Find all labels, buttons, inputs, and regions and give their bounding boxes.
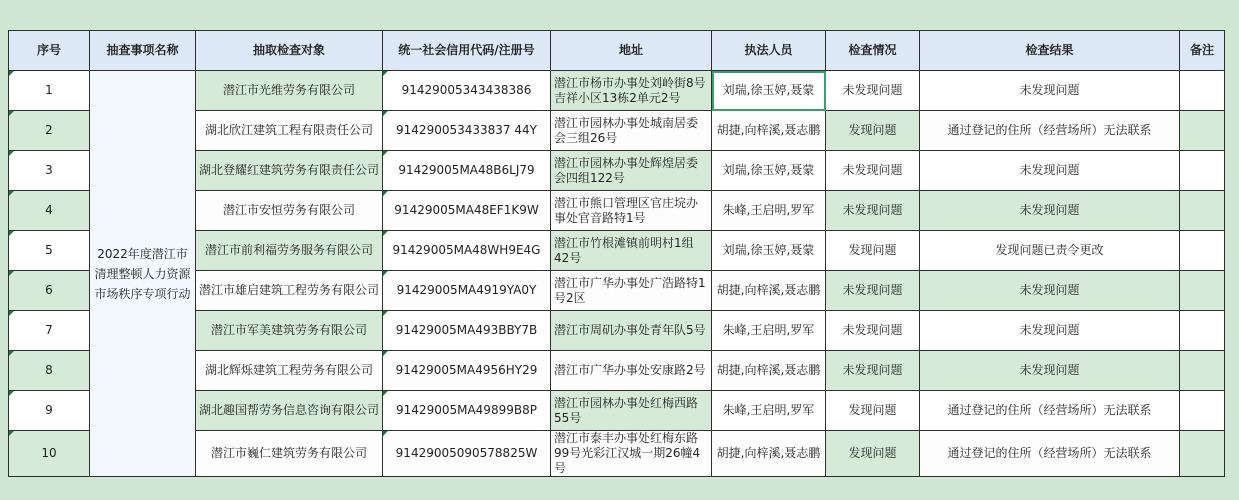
cell-target[interactable]: 湖北辉烁建筑工程劳务有限公司 <box>196 351 383 391</box>
cell-no[interactable]: 5 <box>9 231 90 271</box>
cell-no[interactable]: 1 <box>9 71 90 111</box>
cell-staff[interactable]: 胡捷,向梓溪,聂志鹏 <box>712 431 826 477</box>
cell-staff[interactable]: 胡捷,向梓溪,聂志鹏 <box>712 111 826 151</box>
cell-target[interactable]: 潜江市军美建筑劳务有限公司 <box>196 311 383 351</box>
cell-target[interactable]: 潜江市前利福劳务服务有限公司 <box>196 231 383 271</box>
cell-result[interactable]: 未发现问题 <box>920 271 1180 311</box>
header-target[interactable]: 抽取检查对象 <box>196 31 383 71</box>
cell-no[interactable]: 6 <box>9 271 90 311</box>
cell-no[interactable]: 10 <box>9 431 90 477</box>
cell-status[interactable]: 未发现问题 <box>826 271 920 311</box>
cell-target[interactable]: 潜江市雄启建筑工程劳务有限公司 <box>196 271 383 311</box>
cell-result[interactable]: 未发现问题 <box>920 311 1180 351</box>
cell-no[interactable]: 9 <box>9 391 90 431</box>
header-address[interactable]: 地址 <box>551 31 712 71</box>
header-result[interactable]: 检查结果 <box>920 31 1180 71</box>
cell-status[interactable]: 发现问题 <box>826 111 920 151</box>
cell-address[interactable]: 潜江市园林办事处城南居委会三组26号 <box>551 111 712 151</box>
cell-code[interactable]: 91429005090578825W <box>383 431 551 477</box>
header-no[interactable]: 序号 <box>9 31 90 71</box>
cell-note[interactable] <box>1180 431 1225 477</box>
cell-code[interactable]: 91429005MA49899B8P <box>383 391 551 431</box>
cell-address[interactable]: 潜江市周矶办事处青年队5号 <box>551 311 712 351</box>
cell-target[interactable]: 潜江市安恒劳务有限公司 <box>196 191 383 231</box>
inspection-table <box>8 30 1225 477</box>
cell-no[interactable]: 3 <box>9 151 90 191</box>
table-row <box>9 71 1225 111</box>
cell-note[interactable] <box>1180 191 1225 231</box>
cell-result[interactable]: 未发现问题 <box>920 191 1180 231</box>
cell-status[interactable]: 未发现问题 <box>826 191 920 231</box>
cell-result[interactable]: 发现问题已责令更改 <box>920 231 1180 271</box>
cell-status[interactable]: 未发现问题 <box>826 71 920 111</box>
cell-code[interactable]: 91429005MA4919YA0Y <box>383 271 551 311</box>
cell-note[interactable] <box>1180 151 1225 191</box>
cell-target[interactable]: 潜江市光维劳务有限公司 <box>196 71 383 111</box>
header-staff[interactable]: 执法人员 <box>712 31 826 71</box>
cell-result[interactable]: 未发现问题 <box>920 151 1180 191</box>
cell-result[interactable]: 未发现问题 <box>920 351 1180 391</box>
cell-note[interactable] <box>1180 391 1225 431</box>
cell-code[interactable]: 91429005MA493BBY7B <box>383 311 551 351</box>
cell-staff[interactable]: 胡捷,向梓溪,聂志鹏 <box>712 351 826 391</box>
cell-address[interactable]: 潜江市广华办事处安康路2号 <box>551 351 712 391</box>
cell-address[interactable]: 潜江市杨市办事处刘岭街8号吉祥小区13栋2单元2号 <box>551 71 712 111</box>
cell-target[interactable]: 湖北欣江建筑工程有限责任公司 <box>196 111 383 151</box>
cell-staff[interactable]: 朱峰,王启明,罗军 <box>712 311 826 351</box>
cell-no[interactable]: 8 <box>9 351 90 391</box>
cell-staff[interactable]: 朱峰,王启明,罗军 <box>712 391 826 431</box>
cell-code[interactable]: 91429005MA48EF1K9W <box>383 191 551 231</box>
cell-staff[interactable]: 朱峰,王启明,罗军 <box>712 191 826 231</box>
cell-code[interactable]: 91429005MA4956HY29 <box>383 351 551 391</box>
cell-result[interactable]: 通过登记的住所（经营场所）无法联系 <box>920 431 1180 477</box>
cell-note[interactable] <box>1180 351 1225 391</box>
cell-result[interactable]: 通过登记的住所（经营场所）无法联系 <box>920 391 1180 431</box>
cell-note[interactable] <box>1180 71 1225 111</box>
cell-no[interactable]: 4 <box>9 191 90 231</box>
cell-status[interactable]: 未发现问题 <box>826 351 920 391</box>
header-row <box>9 31 1225 71</box>
cell-note[interactable] <box>1180 271 1225 311</box>
cell-result[interactable]: 未发现问题 <box>920 71 1180 111</box>
cell-code[interactable]: 91429005343438386 <box>383 71 551 111</box>
cell-code[interactable]: 91429005MA48WH9E4G <box>383 231 551 271</box>
cell-code[interactable]: 914290053433837 44Y <box>383 111 551 151</box>
cell-staff[interactable]: 胡捷,向梓溪,聂志鹏 <box>712 271 826 311</box>
cell-result[interactable]: 通过登记的住所（经营场所）无法联系 <box>920 111 1180 151</box>
cell-staff[interactable]: 刘瑞,徐玉婷,聂蒙 <box>712 151 826 191</box>
header-item-name[interactable]: 抽查事项名称 <box>90 31 196 71</box>
cell-code[interactable]: 91429005MA48B6LJ79 <box>383 151 551 191</box>
cell-staff[interactable]: 刘瑞,徐玉婷,聂蒙 <box>712 71 826 111</box>
spreadsheet-area <box>8 30 1225 477</box>
cell-no[interactable]: 7 <box>9 311 90 351</box>
header-note[interactable]: 备注 <box>1180 31 1225 71</box>
cell-note[interactable] <box>1180 111 1225 151</box>
cell-status[interactable]: 发现问题 <box>826 391 920 431</box>
cell-status[interactable]: 发现问题 <box>826 231 920 271</box>
cell-no[interactable]: 2 <box>9 111 90 151</box>
cell-target[interactable]: 湖北登耀红建筑劳务有限责任公司 <box>196 151 383 191</box>
cell-target[interactable]: 潜江市巍仁建筑劳务有限公司 <box>196 431 383 477</box>
cell-address[interactable]: 潜江市泰丰办事处红梅东路99号光彩江汉城一期26幢4号 <box>551 431 712 477</box>
cell-status[interactable]: 未发现问题 <box>826 311 920 351</box>
cell-status[interactable]: 未发现问题 <box>826 151 920 191</box>
header-credit-code[interactable]: 统一社会信用代码/注册号 <box>383 31 551 71</box>
cell-target[interactable]: 湖北趣国帮劳务信息咨询有限公司 <box>196 391 383 431</box>
cell-staff[interactable]: 刘瑞,徐玉婷,聂蒙 <box>712 231 826 271</box>
cell-address[interactable]: 潜江市园林办事处辉煌居委会四组122号 <box>551 151 712 191</box>
cell-item-name[interactable]: 2022年度潜江市清理整顿人力资源市场秩序专项行动 <box>90 71 196 477</box>
cell-address[interactable]: 潜江市园林办事处红梅西路55号 <box>551 391 712 431</box>
cell-address[interactable]: 潜江市广华办事处广浩路特1号2区 <box>551 271 712 311</box>
cell-status[interactable]: 发现问题 <box>826 431 920 477</box>
header-status[interactable]: 检查情况 <box>826 31 920 71</box>
cell-note[interactable] <box>1180 231 1225 271</box>
cell-note[interactable] <box>1180 311 1225 351</box>
cell-address[interactable]: 潜江市熊口管理区官庄垸办事处官音路特1号 <box>551 191 712 231</box>
cell-address[interactable]: 潜江市竹根滩镇前明村1组42号 <box>551 231 712 271</box>
